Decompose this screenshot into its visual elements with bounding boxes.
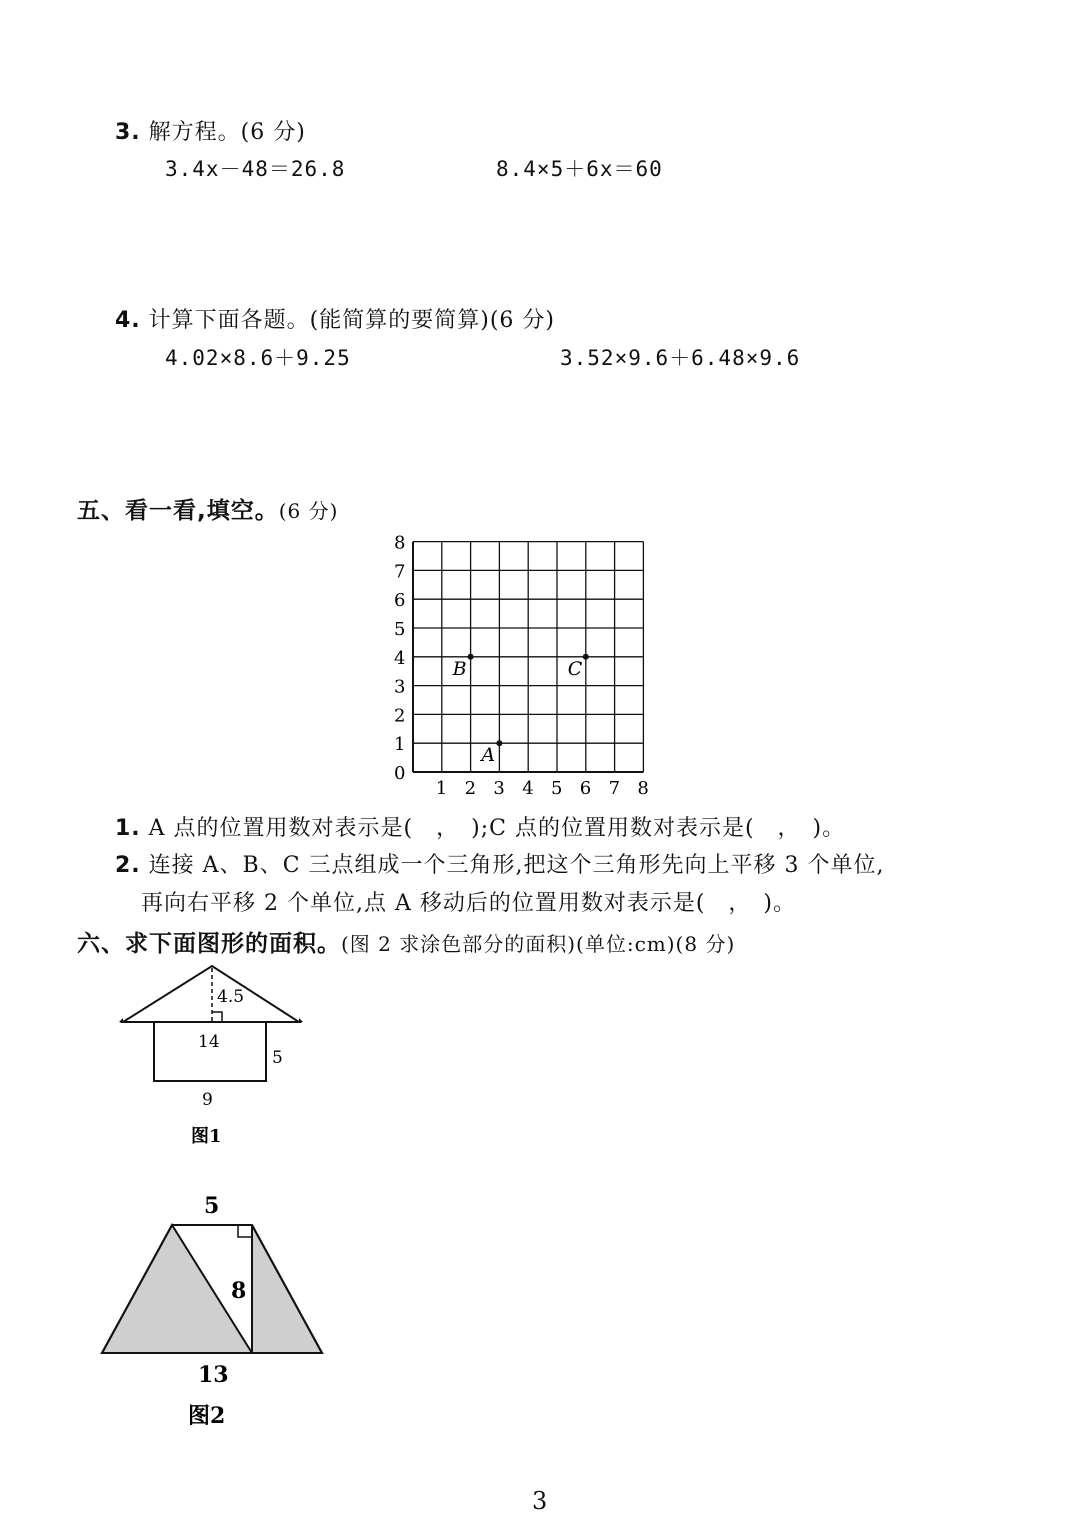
point-label-a: A (481, 744, 496, 767)
q4-expression-1: 4.02×8.6＋9.25 (165, 346, 351, 370)
fig1-height-label: 4.5 (217, 987, 245, 1007)
y-tick-label: 0 (394, 763, 406, 784)
grid-points (452, 654, 589, 766)
section6-title: 六、求下面图形的面积。(图 2 求涂色部分的面积)(单位:cm)(8 分) (77, 931, 736, 957)
y-tick-label: 5 (394, 619, 406, 640)
figure-2 (90, 1185, 340, 1440)
fig2-top-label: 5 (204, 1193, 220, 1219)
point-label-b: B (452, 657, 467, 680)
q4-expression-2: 3.52×9.6＋6.48×9.6 (560, 346, 801, 370)
y-tick-label: 6 (394, 590, 406, 612)
fig2-right-angle (238, 1225, 252, 1237)
x-tick-label: 3 (493, 778, 505, 799)
fig1-base-label: 14 (198, 1032, 220, 1052)
x-tick-label: 1 (435, 778, 448, 799)
fig2-shaded-left (102, 1225, 252, 1353)
y-tick-labels (394, 533, 405, 784)
x-tick-label: 4 (522, 778, 534, 799)
q3-equation-1: 3.4x－48＝26.8 (165, 157, 346, 181)
y-tick-label: 2 (394, 705, 406, 727)
x-tick-label: 7 (608, 778, 621, 799)
x-tick-label: 6 (579, 778, 592, 799)
fig1-rect-height-label: 5 (272, 1048, 283, 1068)
section5-title: 五、看一看,填空。(6 分) (77, 498, 339, 524)
y-tick-label: 1 (394, 734, 406, 756)
fig1-triangle (123, 966, 299, 1022)
x-tick-label: 8 (637, 778, 649, 799)
point-c (583, 654, 589, 660)
figure-1 (115, 960, 315, 1150)
fig2-caption: 图2 (188, 1403, 226, 1429)
section5-item-1: 1. A 点的位置用数对表示是( ， );C 点的位置用数对表示是( ， )。 (115, 816, 846, 841)
fig2-height-label: 8 (231, 1278, 247, 1304)
fig1-caption: 图1 (191, 1126, 222, 1147)
x-tick-label: 2 (464, 778, 477, 799)
point-a (496, 740, 502, 746)
grid-lines (413, 542, 643, 772)
y-tick-label: 8 (394, 532, 406, 554)
section5-item-2: 2. 连接 A、B、C 三点组成一个三角形,把这个三角形先向上平移 3 个单位, (115, 853, 885, 878)
x-tick-label: 5 (551, 778, 563, 799)
q3-title: 3. 解方程。(6 分) (115, 120, 306, 145)
y-tick-label: 4 (394, 647, 406, 669)
coordinate-grid (380, 525, 670, 805)
q4-title: 4. 计算下面各题。(能简算的要简算)(6 分) (115, 308, 555, 333)
fig2-bottom-label: 13 (198, 1362, 229, 1388)
y-tick-label: 7 (394, 561, 406, 583)
section5-item-2-line2: 再向右平移 2 个单位,点 A 移动后的位置用数对表示是( ， )。 (141, 891, 797, 916)
page-number: 3 (532, 1487, 548, 1515)
point-label-c: C (567, 657, 583, 680)
x-tick-labels (436, 778, 649, 799)
fig1-rect-width-label: 9 (202, 1090, 213, 1110)
point-b (468, 654, 474, 660)
y-tick-label: 3 (394, 676, 406, 698)
q3-equation-2: 8.4×5＋6x＝60 (496, 157, 663, 181)
